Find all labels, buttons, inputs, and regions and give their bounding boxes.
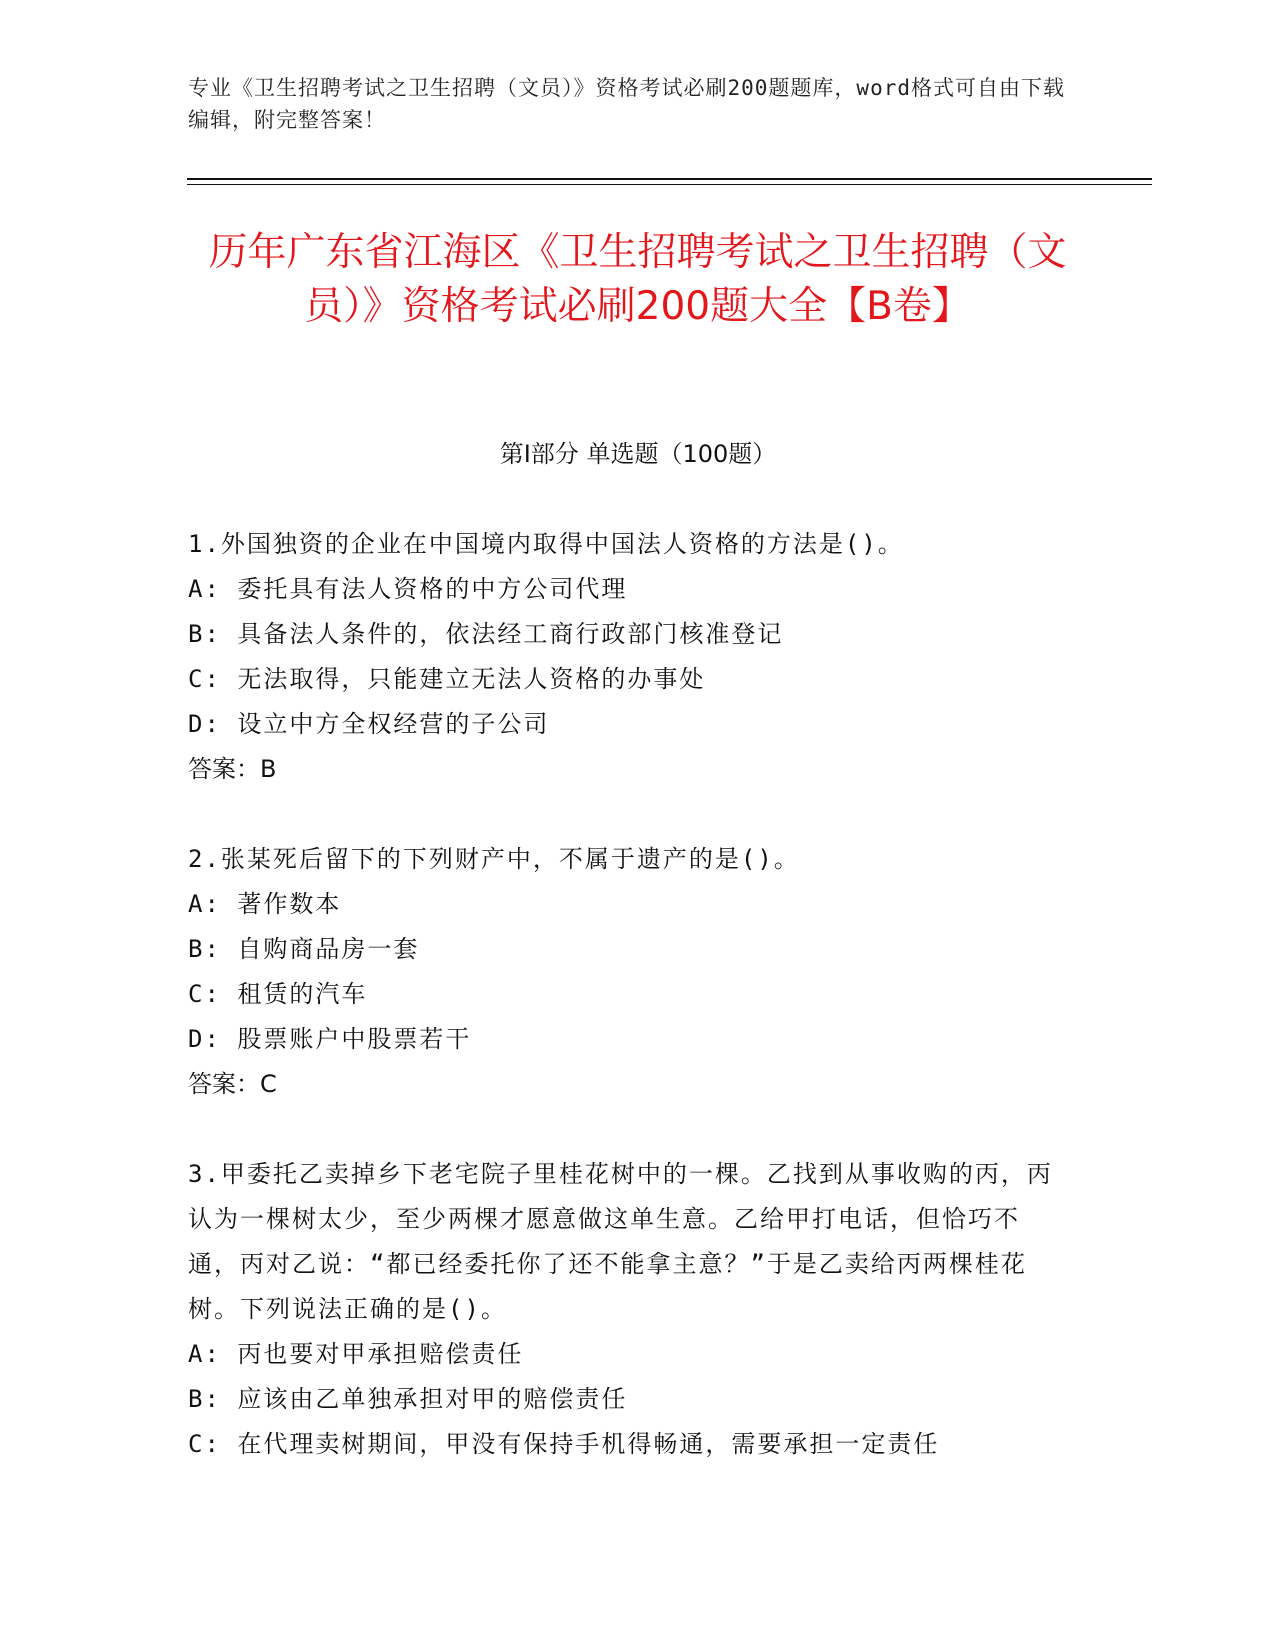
option-a: A: 著作数本: [188, 890, 342, 918]
question-1: [188, 522, 1068, 792]
option-c: C: 无法取得，只能建立无法人资格的办事处: [188, 665, 706, 693]
option-d: D: 股票账户中股票若干: [188, 1025, 472, 1053]
option-b: B: 具备法人条件的，依法经工商行政部门核准登记: [188, 620, 784, 648]
answer: 答案：C: [188, 1070, 277, 1098]
option-c: C: 在代理卖树期间，甲没有保持手机得畅通，需要承担一定责任: [188, 1430, 940, 1458]
option-d: D: 设立中方全权经营的子公司: [188, 710, 550, 738]
option-a: A: 委托具有法人资格的中方公司代理: [188, 575, 628, 603]
question-list: [188, 522, 1068, 1512]
question-stem: 2.张某死后留下的下列财产中，不属于遗产的是()。: [188, 845, 800, 873]
document-title: 历年广东省江海区《卫生招聘考试之卫生招聘（文员）》资格考试必刷200题大全【B卷】: [208, 230, 1067, 329]
option-b: B: 自购商品房一套: [188, 935, 420, 963]
question-stem: 3.甲委托乙卖掉乡下老宅院子里桂花树中的一棵。乙找到从事收购的丙，丙认为一棵树太少，至少两棵才愿意做这单生意。乙给甲打电话，但恰巧不通，丙对乙说：“都已经委托你了还不能拿主意？”于是乙卖给丙两棵桂花树。下列说法正确的是()。: [188, 1160, 1053, 1323]
option-b: B: 应该由乙单独承担对甲的赔偿责任: [188, 1385, 628, 1413]
answer: 答案：B: [188, 755, 277, 783]
option-c: C: 租赁的汽车: [188, 980, 368, 1008]
option-a: A: 丙也要对甲承担赔偿责任: [188, 1340, 524, 1368]
section-title: 第Ⅰ部分 单选题（100题）: [499, 440, 777, 468]
question-3: [188, 1152, 1068, 1467]
header-rule-thin: [187, 184, 1152, 185]
question-stem: 1.外国独资的企业在中国境内取得中国法人资格的方法是()。: [188, 530, 904, 558]
question-2: [188, 837, 1068, 1107]
header-note: 专业《卫生招聘考试之卫生招聘（文员）》资格考试必刷200题题库，word格式可自由下载编辑，附完整答案！: [188, 76, 1065, 132]
header-rule-thick: [187, 178, 1152, 180]
